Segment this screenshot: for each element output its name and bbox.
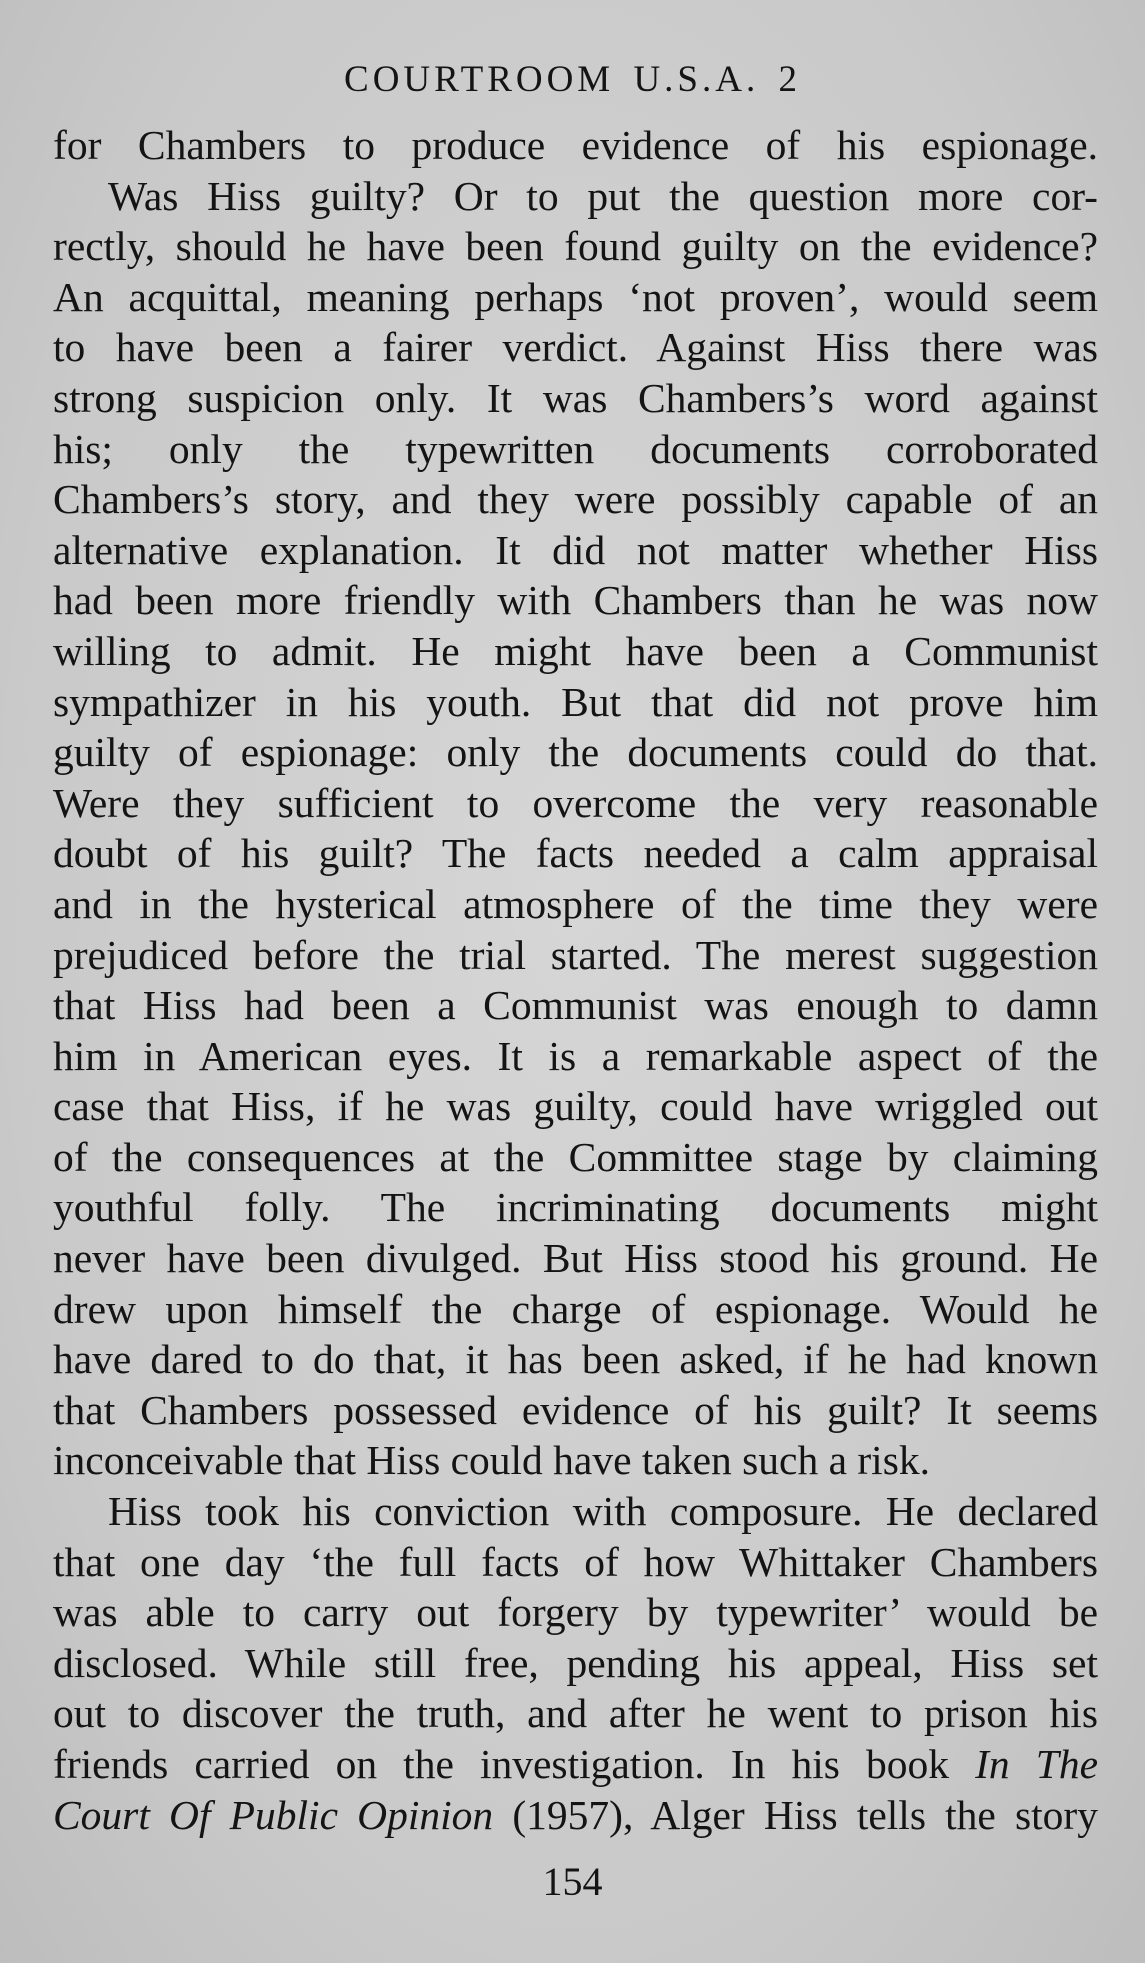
running-head: COURTROOM U.S.A. 2	[344, 59, 801, 100]
book-title-italic: Court Of Public Opinion	[53, 1791, 494, 1838]
text-line: doubt of his guilt? The facts needed a calm appraisal	[53, 830, 1098, 877]
text-line: sympathizer in his youth. But that did not prove him	[53, 678, 1098, 725]
text-line: him in American eyes. It is a remarkable aspect of the	[53, 1032, 1098, 1079]
text-line: case that Hiss, if he was guilty, could have wriggled out	[53, 1083, 1098, 1130]
text-line: An acquittal, meaning perhaps ‘not proven’, would seem	[53, 273, 1098, 320]
text-line: disclosed. While still free, pending his appeal, Hiss set	[53, 1639, 1098, 1686]
body-text	[53, 120, 1098, 1840]
text-line: willing to admit. He might have been a Communist	[53, 627, 1098, 674]
text-line: guilty of espionage: only the documents could do that.	[53, 729, 1098, 776]
text-line: Were they sufficient to overcome the very reasonable	[53, 779, 1098, 826]
text-line: never have been divulged. But Hiss stood his ground. He	[53, 1235, 1098, 1282]
text-line: for Chambers to produce evidence of his espionage.	[53, 122, 1098, 168]
text-line: drew upon himself the charge of espionage. Would he	[53, 1285, 1098, 1332]
text-line-content: friends carried on the investigation. In his book	[53, 1741, 949, 1787]
text-line: youthful folly. The incriminating documents might	[53, 1184, 1098, 1231]
page-number: 154	[542, 1859, 603, 1904]
text-line	[53, 1739, 1098, 1790]
book-title-italic: In The	[975, 1741, 1099, 1787]
text-line: out to discover the truth, and after he went to prison his	[53, 1690, 1098, 1737]
text-line: inconceivable that Hiss could have taken such a risk.	[53, 1437, 930, 1484]
text-line: his; only the typewritten documents corroborated	[53, 425, 1098, 472]
text-line: Was Hiss guilty? Or to put the question more cor-	[108, 172, 1098, 219]
text-line: strong suspicion only. It was Chambers’s word against	[53, 374, 1098, 421]
text-line: rectly, should he have been found guilty on the evidence?	[53, 223, 1098, 270]
text-line: Hiss took his conviction with composure. He declared	[108, 1488, 1098, 1535]
text-line	[53, 1790, 1098, 1841]
text-line: was able to carry out forgery by typewriter’ would be	[53, 1589, 1098, 1636]
text-line: and in the hysterical atmosphere of the time they were	[53, 880, 1098, 927]
text-line: have dared to do that, it has been asked, if he had known	[53, 1336, 1098, 1383]
text-line: had been more friendly with Chambers than he was now	[53, 577, 1098, 624]
text-line: that Hiss had been a Communist was enough to damn	[53, 982, 1098, 1029]
text-line: that Chambers possessed evidence of his guilt? It seems	[53, 1386, 1098, 1433]
text-line: alternative explanation. It did not matter whether Hiss	[53, 526, 1098, 573]
text-line: of the consequences at the Committee stage by claiming	[53, 1133, 1098, 1180]
text-line: Chambers’s story, and they were possibly capable of an	[53, 476, 1098, 523]
text-line-content: (1957), Alger Hiss tells the story	[512, 1791, 1098, 1838]
text-line: prejudiced before the trial started. The merest suggestion	[53, 931, 1098, 978]
text-line: that one day ‘the full facts of how Whittaker Chambers	[53, 1538, 1098, 1585]
text-line: to have been a fairer verdict. Against Hiss there was	[53, 324, 1098, 371]
